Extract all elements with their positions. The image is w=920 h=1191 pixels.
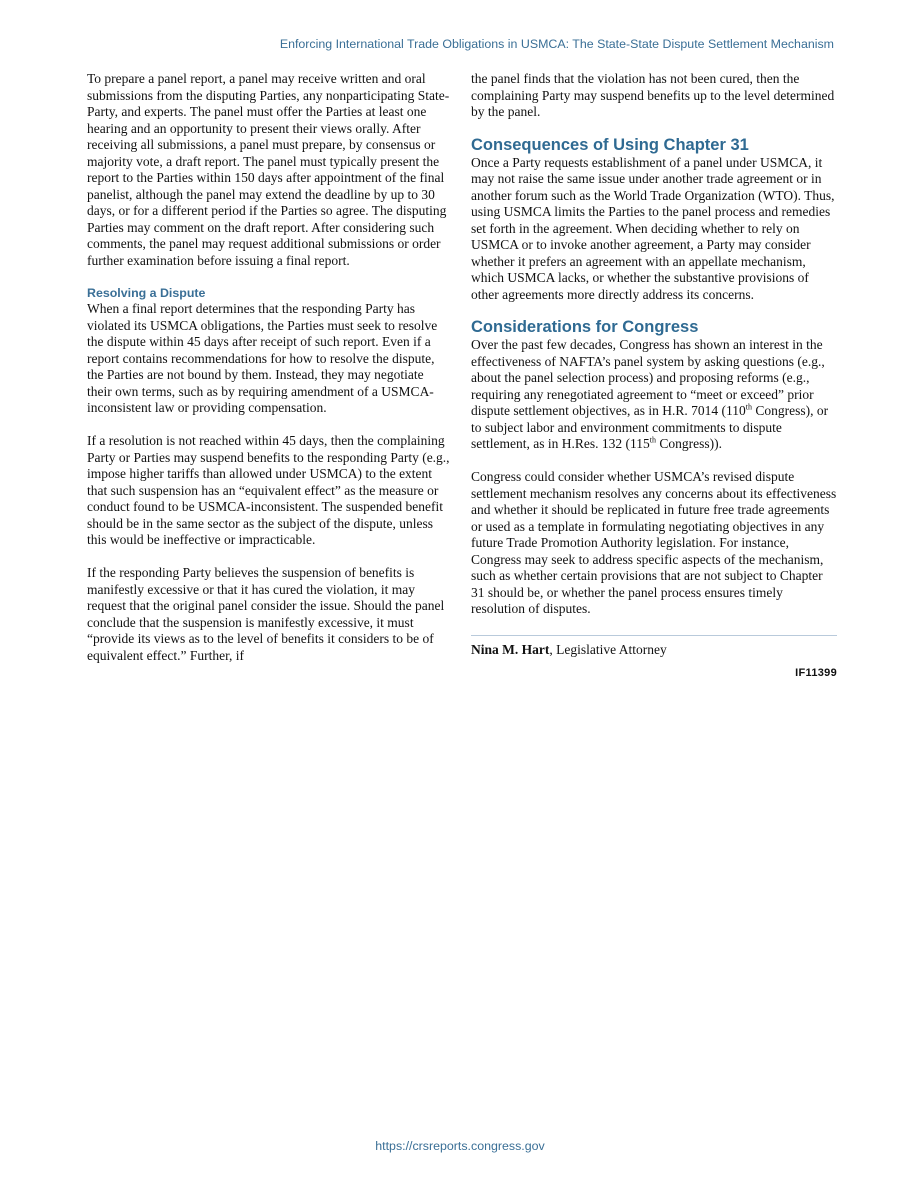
paragraph-suspend-benefits: If a resolution is not reached within 45 days, then the complaining Party or Parties may suspend benefits to the responding Party (e.g., impose higher tariffs than allowed under USMCA) to the extent that such suspension has an “equivalent effect” as the measure or conduct found to be USMCA-inconsistent. The suspended benefit should be in the same sector as the subject of the dispute, unless this would be ineffective or impracticable. [87,433,450,547]
paragraph-nafta-interest [471,337,837,453]
left-column [87,71,451,664]
author-title: , Legislative Attorney [549,641,667,657]
paragraph-congress-consider: Congress could consider whether USMCA’s revised dispute settlement mechanism resolves any concerns about its effectiveness and whether it should be replicated in future free trade agreements or used as a template in formulating negotiating objectives in any future Trade Promotion Authority legislation. For instance, Congress may seek to address specific aspects of the mechanism, such as whether certain provisions that are not subject to Chapter 31 should be, or whether the panel process ensures timely resolution of disputes. [471,469,837,616]
text-segment: Congress), or to subject labor and environment commitments to dispute settlement, as in H.Res. 132 (115 [471,403,829,451]
author-line [471,642,837,659]
divider [471,635,837,636]
report-id: IF11399 [795,667,837,679]
paragraph-panel-report: To prepare a panel report, a panel may receive written and oral submissions from the disputing Parties, any nonparticipating State-Party, and experts. The panel must offer the Parties at least one hearing and an opportunity to present their views orally. After receiving all submissions, a panel must prepare, by consensus or majority vote, a draft report. The panel must typically present the report to the Parties within 150 days after appointment of the final panelist, although the panel may extend the deadline by up to 30 days, or for a different period if the Parties so agree. The disputing Parties may comment on the draft report. After considering such comments, the panel may request additional submissions or order further examination before issuing a final report. [87,71,450,268]
superscript: th [649,435,656,445]
paragraph-consequences: Once a Party requests establishment of a panel under USMCA, it may not raise the same issue under another trade agreement or in another forum such as the World Trade Organization (WTO). Thus, using USMCA limits the Parties to the panel process and remedies set forth in the agreement. When deciding whether to rely on USMCA or to invoke another agreement, a Party may consider whether it prefers an agreement with an appellate mechanism, which USMCA lacks, or whether the substantive provisions of other agreements more directly address its concerns. [471,154,835,302]
paragraph-continuation: the panel finds that the violation has not been cured, then the complaining Party may suspend benefits up to the level determined by the panel. [471,71,835,119]
paragraph-manifestly-excessive: If the responding Party believes the suspension of benefits is manifestly excessive or that it has cured the violation, it may request that the original panel consider the issue. Should the panel conclude that the suspension is manifestly excessive, it must “provide its views as to the level of benefits it considers to be of equivalent effect.” Further, if [87,565,445,663]
subheading-resolving-dispute: Resolving a Dispute [87,286,206,300]
paragraph-final-report: When a final report determines that the responding Party has violated its USMCA obligations, the Parties must seek to resolve the dispute within 45 days after receipt of such report. Even if a report contains recommendations for how to resolve the dispute, the Parties are not bound by them. Instead, they may negotiate their own terms, such as by requiring amendment of a USMCA-inconsistent law or providing compensation. [87,301,438,415]
footer-url[interactable]: https://crsreports.congress.gov [375,1139,545,1153]
author-name: Nina M. Hart [471,641,550,657]
text-segment: Congress)). [655,436,722,451]
heading-consequences: Consequences of Using Chapter 31 [471,135,749,154]
right-column [471,71,837,679]
heading-considerations: Considerations for Congress [471,318,699,336]
running-header: Enforcing International Trade Obligations in USMCA: The State-State Dispute Settlement Mechanism [279,37,834,51]
text-segment: Over the past few decades, Congress has shown an interest in the effectiveness of NAFTA’s panel system by asking questions (e.g., about the panel selection process) and proposing reforms (e.g., requiring any renegotiated agreement to “meet or exceed” prior dispute settlement objectives, as in H.R. 7014 (110 [471,337,825,418]
superscript: th [745,402,752,412]
